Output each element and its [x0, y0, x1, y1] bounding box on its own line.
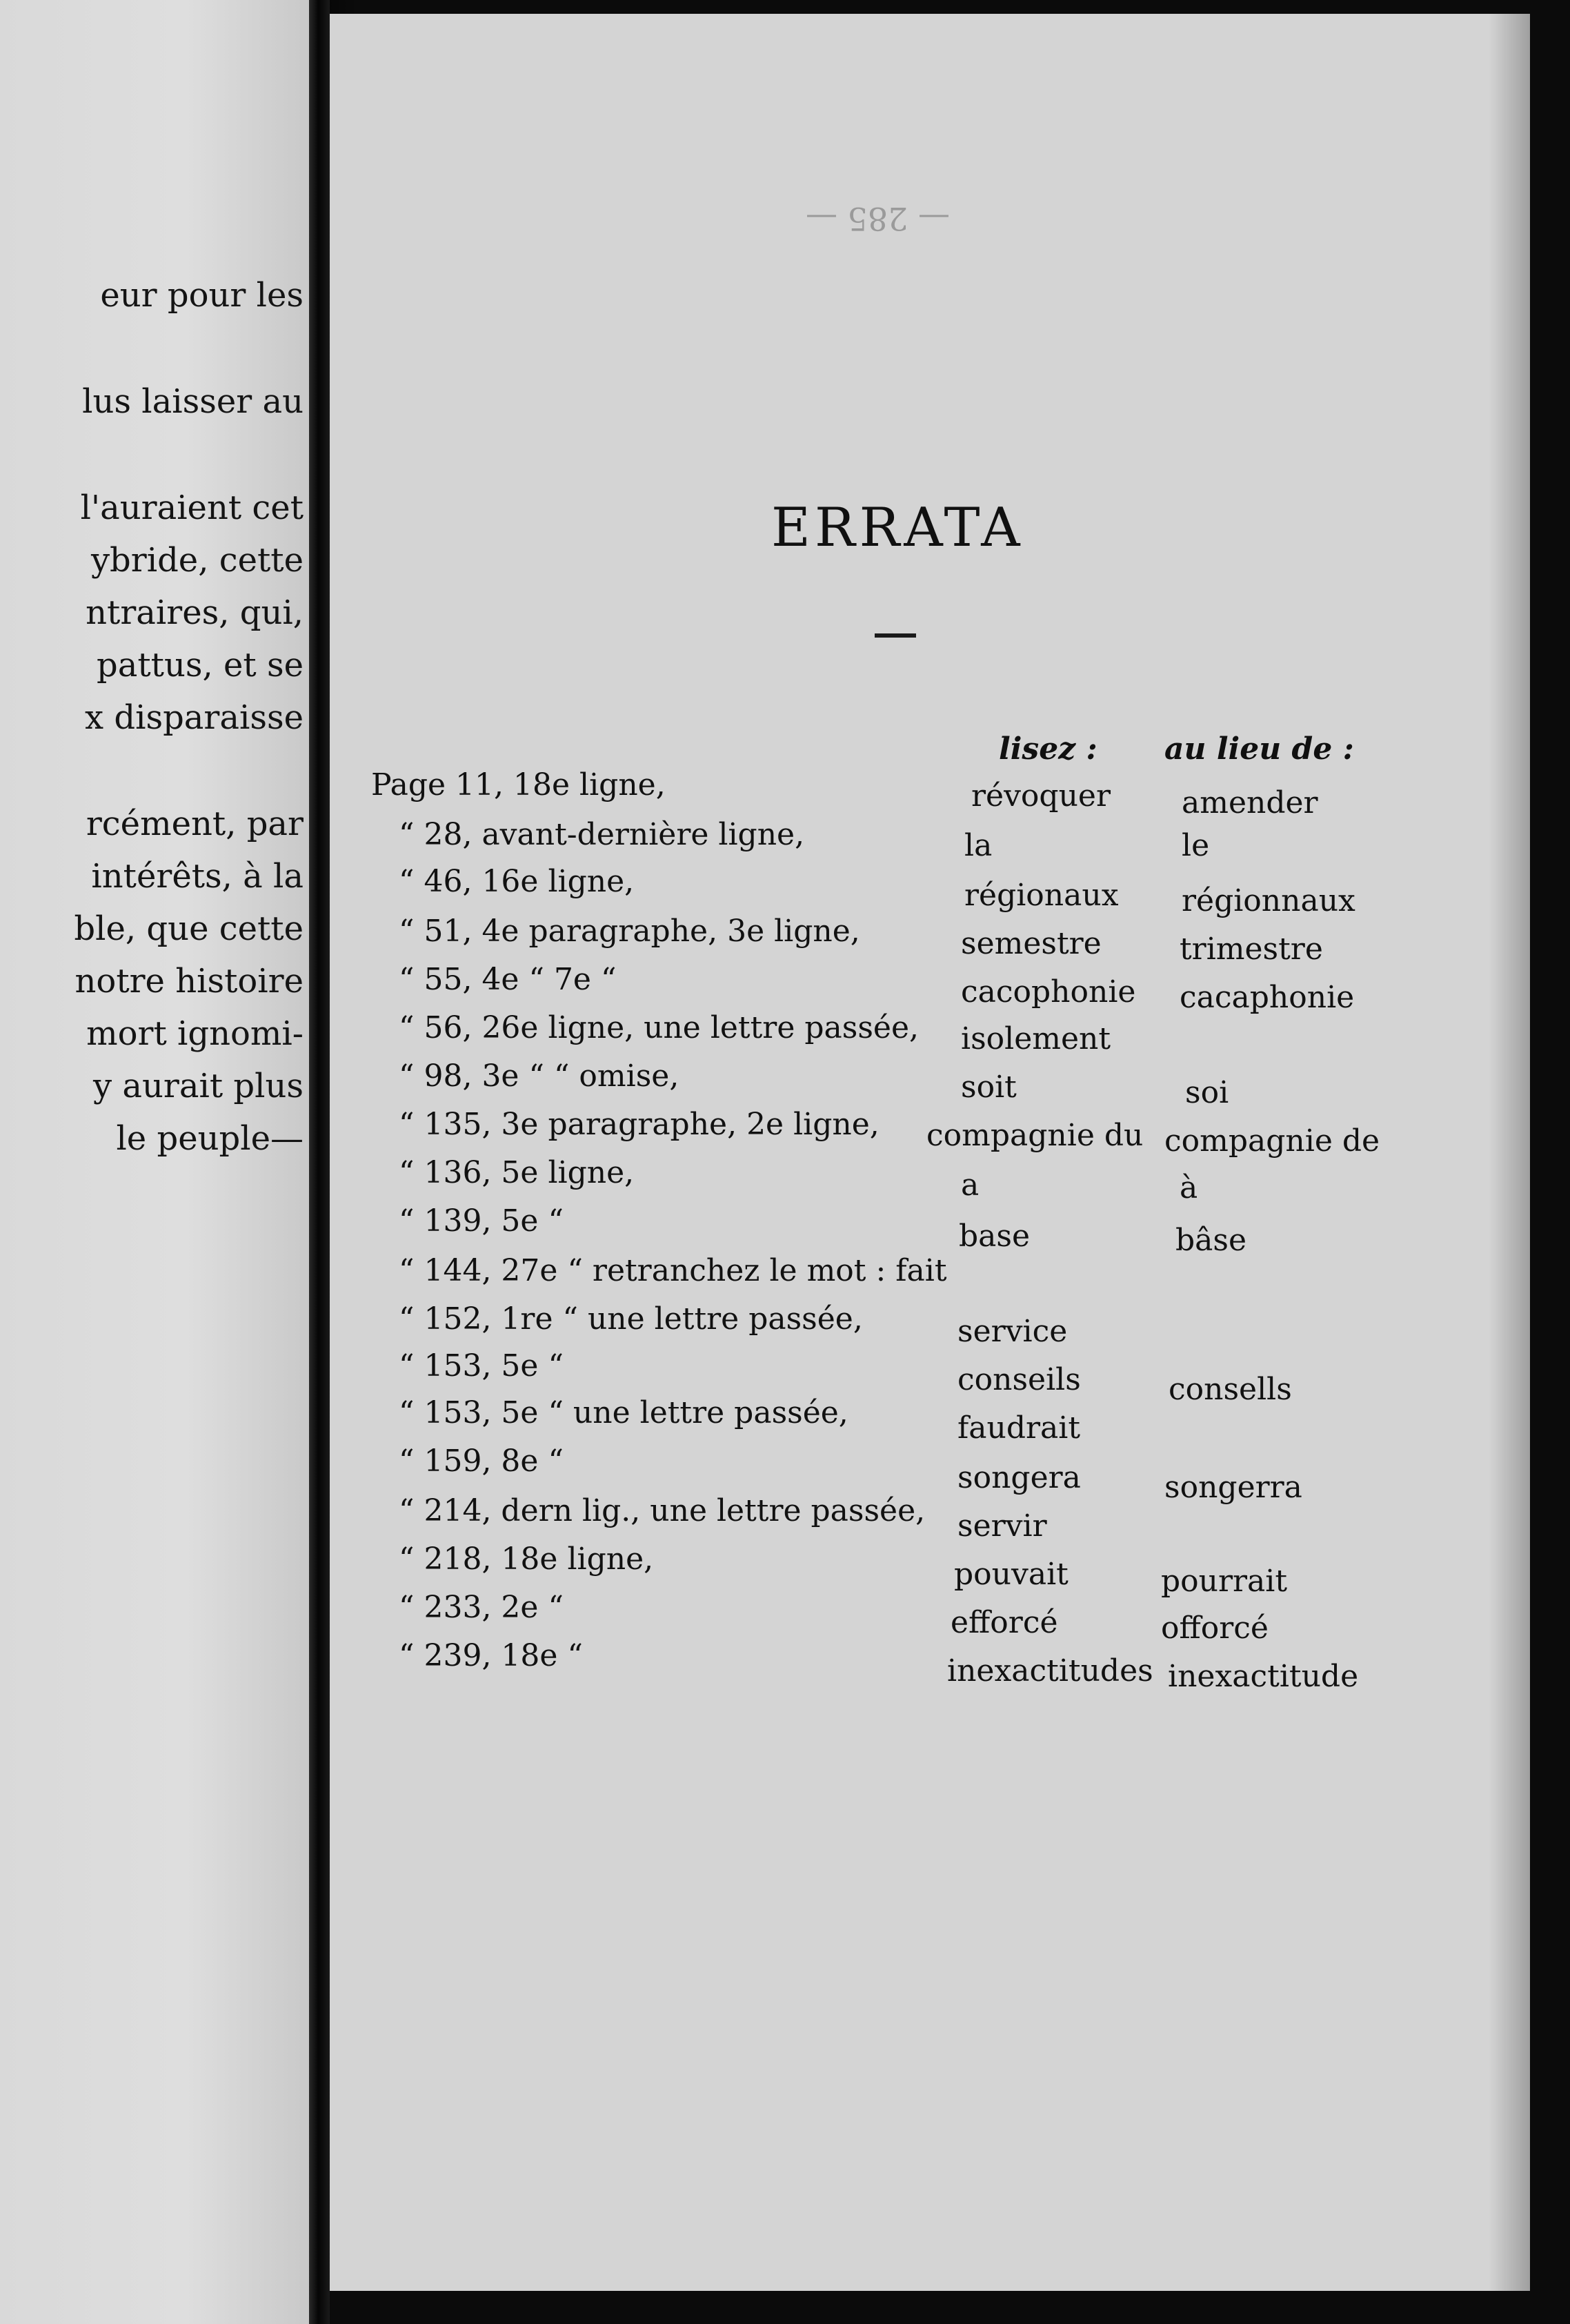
left-page	[0, 0, 309, 2324]
entry-reference: “ 233, 2e “	[399, 1590, 564, 1625]
entry-instead: amender	[1182, 785, 1318, 820]
page-edge-shadow	[1489, 14, 1530, 2291]
book-spine	[309, 0, 330, 2324]
entry-read: a	[961, 1168, 980, 1203]
entry-instead: bâse	[1175, 1223, 1247, 1258]
entry-read: inexactitudes	[947, 1653, 1153, 1688]
entry-reference: “ 152, 1re “ une lettre passée,	[399, 1301, 863, 1337]
entry-reference: “ 28, avant-dernière ligne,	[399, 817, 805, 852]
entry-reference: “ 51, 4e paragraphe, 3e ligne,	[399, 914, 860, 949]
entry-read: service	[957, 1314, 1068, 1349]
entry-read: soit	[961, 1070, 1017, 1105]
left-line: notre histoire	[74, 962, 304, 1001]
entry-read: servir	[957, 1508, 1047, 1544]
title-rule	[875, 633, 916, 638]
entry-instead: régionnaux	[1182, 883, 1355, 918]
left-line: mort ignomi-	[86, 1014, 304, 1053]
entry-reference: “ 153, 5e “ une lettre passée,	[399, 1395, 848, 1430]
left-line: l'auraient cet	[80, 489, 304, 527]
entry-read: pouvait	[954, 1557, 1069, 1592]
entry-read: conseils	[957, 1362, 1081, 1397]
left-line: ybride, cette	[90, 541, 304, 580]
column-header-read: lisez :	[999, 731, 1097, 767]
entry-reference: Page 11, 18e ligne,	[371, 767, 666, 802]
entry-instead: consells	[1169, 1372, 1292, 1407]
entry-instead: compagnie de	[1164, 1123, 1380, 1159]
entry-reference: “ 159, 8e “	[399, 1444, 564, 1479]
entry-read: faudrait	[957, 1410, 1081, 1446]
entry-read: compagnie du	[926, 1118, 1144, 1153]
entry-reference: “ 144, 27e “ retranchez le mot : fait	[399, 1253, 947, 1288]
entry-read: révoquer	[971, 778, 1111, 814]
left-line: le peuple—	[116, 1119, 304, 1158]
entry-instead: inexactitude	[1168, 1659, 1359, 1694]
entry-instead: le	[1182, 828, 1210, 863]
entry-reference: “ 136, 5e ligne,	[399, 1155, 635, 1190]
entry-instead: à	[1180, 1170, 1198, 1205]
entry-read: régionaux	[964, 878, 1119, 913]
left-line: ntraires, qui,	[86, 593, 304, 632]
scan-border-right	[1530, 0, 1570, 2324]
left-line: lus laisser au	[82, 382, 304, 421]
entry-instead: offorcé	[1161, 1611, 1269, 1646]
entry-reference: “ 153, 5e “	[399, 1348, 564, 1383]
left-line: rcément, par	[86, 805, 304, 843]
entry-reference: “ 139, 5e “	[399, 1203, 564, 1239]
entry-read: base	[959, 1219, 1031, 1254]
entry-reference: “ 239, 18e “	[399, 1638, 583, 1673]
errata-page	[330, 14, 1530, 2291]
entry-read: semestre	[961, 926, 1102, 961]
entry-read: cacophonie	[961, 974, 1136, 1010]
entry-reference: “ 98, 3e “ “ omise,	[399, 1058, 679, 1094]
entry-instead: pourrait	[1161, 1564, 1288, 1599]
entry-reference: “ 55, 4e “ 7e “	[399, 962, 617, 997]
left-line: y aurait plus	[93, 1067, 304, 1105]
scan-border-bottom	[330, 2291, 1530, 2324]
entry-instead: trimestre	[1180, 932, 1323, 967]
left-line: eur pour les	[100, 276, 304, 315]
entry-read: isolement	[961, 1021, 1111, 1056]
entry-reference: “ 135, 3e paragraphe, 2e ligne,	[399, 1107, 880, 1142]
entry-reference: “ 214, dern lig., une lettre passée,	[399, 1493, 926, 1528]
entry-instead: cacaphonie	[1180, 980, 1355, 1015]
entry-read: songera	[957, 1460, 1081, 1495]
column-header-instead: au lieu de :	[1164, 731, 1354, 767]
entry-reference: “ 56, 26e ligne, une lettre passée,	[399, 1010, 919, 1045]
entry-reference: “ 46, 16e ligne,	[399, 864, 635, 899]
entry-read: efforcé	[951, 1605, 1058, 1640]
entry-instead: soi	[1185, 1075, 1229, 1110]
page-number: — 285 —	[806, 200, 951, 237]
left-line: pattus, et se	[97, 646, 304, 685]
entry-reference: “ 218, 18e ligne,	[399, 1542, 654, 1577]
errata-title: ERRATA	[771, 497, 1024, 559]
left-line: ble, que cette	[74, 909, 304, 948]
entry-read: la	[964, 828, 993, 863]
left-line: intérêts, à la	[91, 857, 304, 896]
entry-instead: songerra	[1164, 1470, 1302, 1505]
left-line: x disparaisse	[85, 698, 304, 737]
